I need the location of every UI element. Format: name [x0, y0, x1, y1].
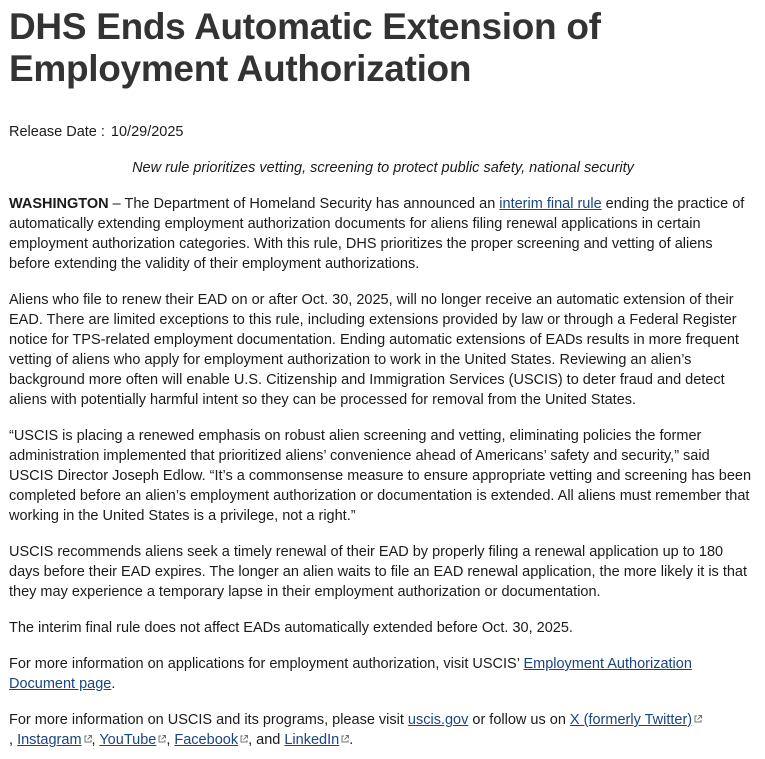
release-date-value: 10/29/2025	[110, 124, 184, 140]
youtube-link[interactable]: YouTube	[99, 732, 157, 748]
external-link-icon	[240, 735, 248, 743]
page-title: DHS Ends Automatic Extension of Employment Authorization	[9, 6, 601, 89]
comma-3: ,	[166, 732, 175, 748]
comma-2: ,	[91, 732, 100, 748]
and-text: , and	[248, 732, 285, 748]
instagram-link[interactable]: Instagram	[17, 732, 82, 748]
paragraph-1-text-b: ending the practice of automatically extending employment authorization documents for aliens filing renewal applications in certain employment authorization categories. With this rule, DHS prioritizes the proper screening and vetting of aliens before extending the validity of their employment authorizations.	[9, 196, 745, 272]
paragraph-7-mid: or follow us on	[468, 712, 570, 728]
release-date-line	[9, 122, 757, 142]
paragraph-5: The interim final rule does not affect EADs automatically extended before Oct. 30, 2025.	[9, 620, 573, 636]
paragraph-7-end: .	[349, 732, 354, 748]
paragraph-4: USCIS recommends aliens seek a timely renewal of their EAD by properly filing a renewal application up to 180 days before their EAD expires. The longer an alien waits to file an EAD renewal application, the more likely it is that they may experience a temporary lapse in their employment authorization or documentation.	[9, 544, 747, 600]
paragraph-6-end: .	[111, 676, 116, 692]
interim-final-rule-link[interactable]: interim final rule	[499, 196, 602, 212]
uscis-gov-link[interactable]: uscis.gov	[407, 712, 469, 728]
external-link-icon	[341, 735, 349, 743]
paragraph-6-text: For more information on applications for employment authorization, visit USCIS’	[9, 656, 524, 672]
paragraph-1-text-a: – The Department of Homeland Security has announced an	[108, 196, 500, 212]
external-link-icon	[84, 735, 92, 743]
release-date-label: Release Date :	[9, 124, 105, 140]
paragraph-2: Aliens who file to renew their EAD on or after Oct. 30, 2025, will no longer receive an automatic extension of their EAD. There are limited exceptions to this rule, including extensions provided by law or through a Federal Register notice for TPS-related employment documentation. Ending automatic extensions of EADs results in more frequent vetting of aliens who apply for employment authorization to work in the United States. Reviewing an alien’s background more often will enable U.S. Citizenship and Immigration Services (USCIS) to deter fraud and detect aliens with potentially harmful intent so they can be processed for removal from the United States.	[9, 292, 739, 408]
facebook-link[interactable]: Facebook	[174, 732, 239, 748]
paragraph-7	[9, 710, 757, 750]
paragraph-7-text: For more information on USCIS and its programs, please visit	[9, 712, 408, 728]
paragraph-6	[9, 654, 757, 694]
dateline: WASHINGTON	[9, 196, 109, 212]
external-link-icon	[694, 715, 702, 723]
paragraph-1	[9, 194, 757, 274]
x-twitter-link[interactable]: X (formerly Twitter)	[569, 712, 693, 728]
ead-page-link[interactable]: Employment Authorization Document page	[9, 656, 692, 692]
paragraph-3: “USCIS is placing a renewed emphasis on robust alien screening and vetting, eliminating policies the former administration implemented that prioritized aliens’ convenience ahead of Americans’ safety and security,” said USCIS Director Joseph Edlow. “It’s a commonsense measure to ensure appropriate vetting and screening has been completed before an alien’s employment authorization or documentation is extended. All aliens must remember that working in the United States is a privilege, not a right.”	[9, 428, 752, 524]
article-subtitle: New rule prioritizes vetting, screening to protect public safety, national security	[132, 160, 634, 176]
comma-1: ,	[9, 732, 18, 748]
linkedin-link[interactable]: LinkedIn	[284, 732, 340, 748]
